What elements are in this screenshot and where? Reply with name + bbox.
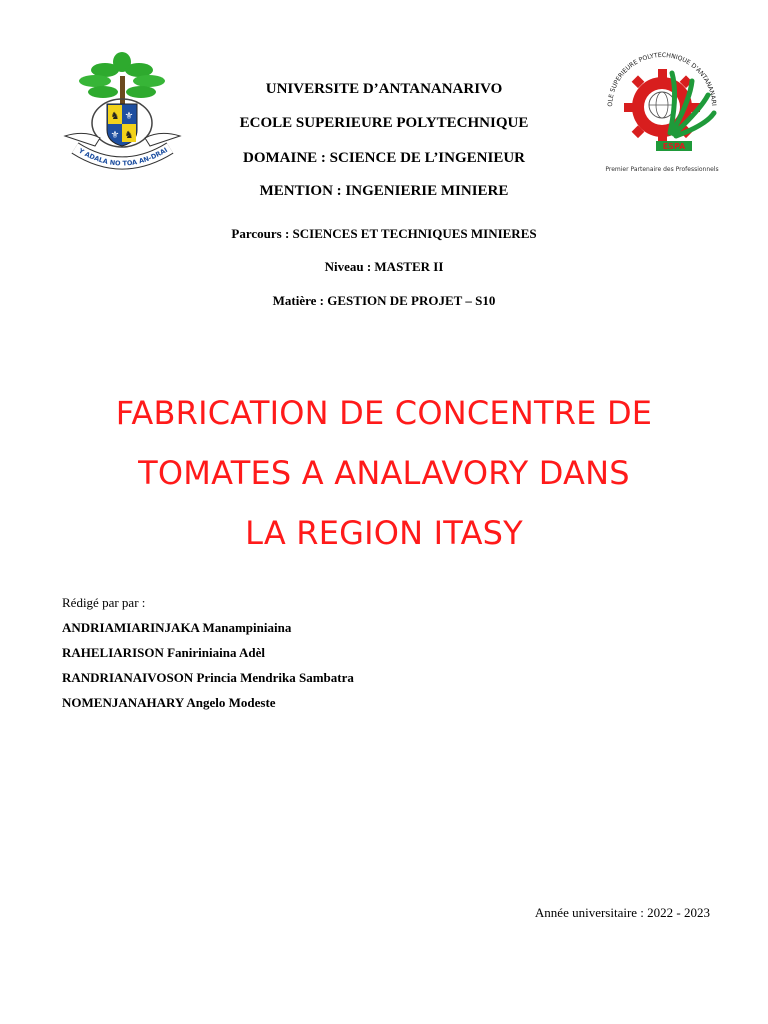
espa-tagline: Premier Partenaire des Professionnels [605, 166, 719, 173]
svg-text:⚜: ⚜ [124, 111, 134, 122]
author-name: RANDRIANAIVOSON Princia Mendrika Sambatra [62, 670, 354, 685]
academic-year: Année universitaire : 2022 - 2023 [534, 905, 710, 920]
mention-line: MENTION : INGENIERIE MINIERE [259, 183, 509, 199]
niveau-line: Niveau : MASTER II [324, 259, 444, 274]
author-name: ANDRIAMIARINJAKA Manampiniaina [62, 620, 292, 635]
authors-block [62, 595, 354, 720]
university-motto: Y ADALA NO TOA AN-DRAI [77, 145, 169, 168]
school-name: ECOLE SUPERIEURE POLYTECHNIQUE [239, 115, 529, 131]
title-line-1: FABRICATION DE CONCENTRE DE [115, 394, 653, 432]
authors-intro: Rédigé par par : [62, 595, 146, 610]
university-name: UNIVERSITE D’ANTANANARIVO [265, 81, 503, 97]
domain-line: DOMAINE : SCIENCE DE L’INGENIEUR [243, 150, 525, 166]
matiere-line: Matière : GESTION DE PROJET – S10 [272, 293, 496, 308]
espa-ring-text: OLE SUPERIEURE POLYTECHNIQUE D'ANTANANARI [606, 51, 717, 107]
espa-badge: ESPA [662, 142, 686, 151]
svg-text:♞: ♞ [110, 111, 120, 122]
svg-text:⚜: ⚜ [110, 130, 120, 141]
svg-text:♞: ♞ [124, 130, 134, 141]
title-line-3: LA REGION ITASY [245, 514, 523, 552]
parcours-line: Parcours : SCIENCES ET TECHNIQUES MINIERES [231, 226, 537, 241]
title-line-2: TOMATES A ANALAVORY DANS [138, 454, 630, 492]
author-name: RAHELIARISON Faniriniaina Adèl [62, 645, 265, 660]
author-name: NOMENJANAHARY Angelo Modeste [62, 695, 276, 710]
